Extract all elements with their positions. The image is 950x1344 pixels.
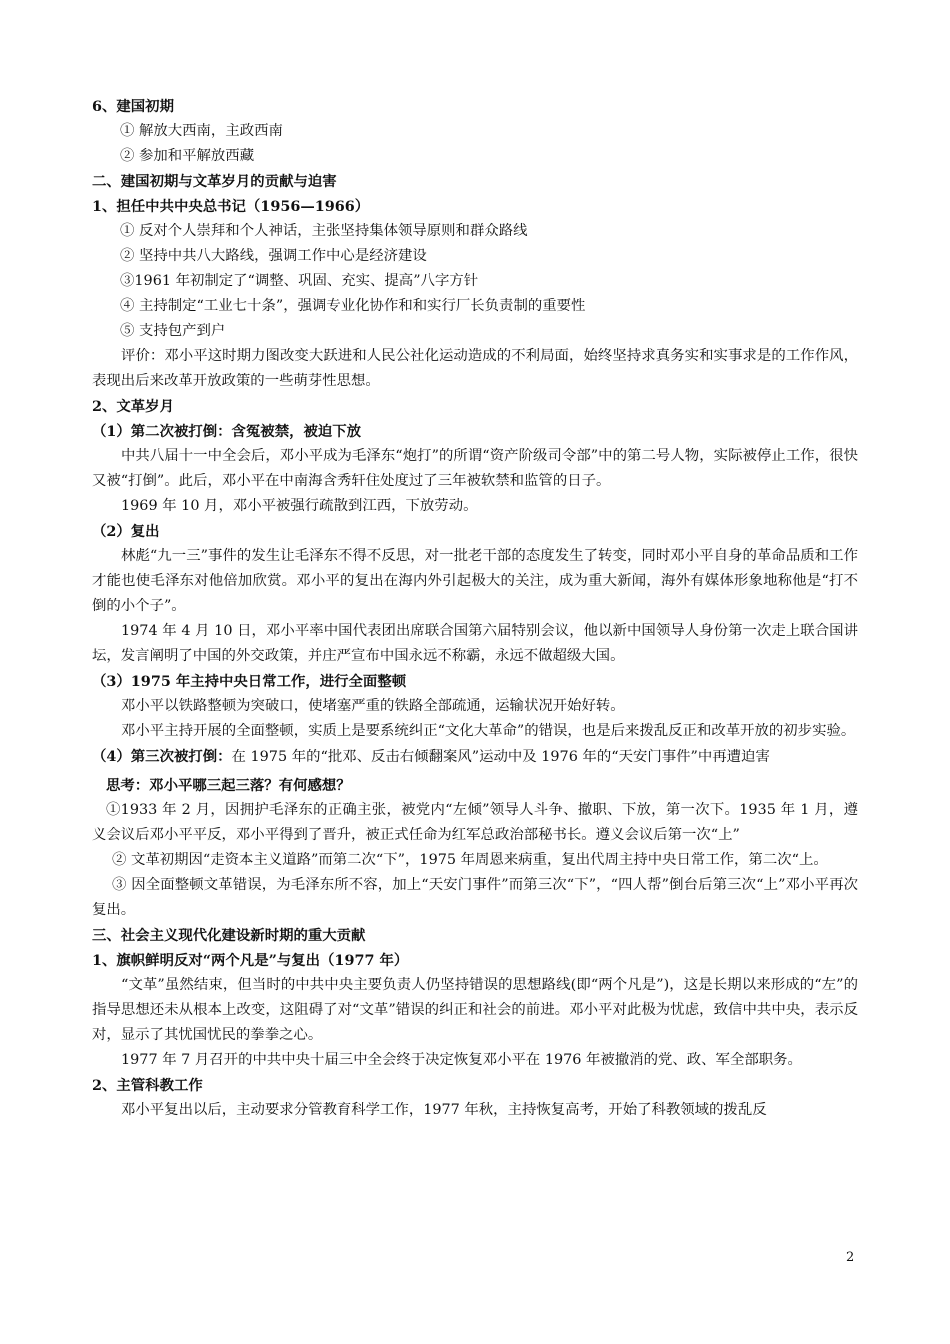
section-heading <box>92 194 858 219</box>
paragraph <box>92 719 858 744</box>
paragraph <box>92 873 858 923</box>
paragraph-text: 1、担任中共中央总书记（1956—1966） <box>92 198 370 215</box>
paragraph <box>92 744 858 770</box>
section-heading <box>92 519 858 544</box>
section-heading <box>92 669 858 694</box>
section-heading <box>92 773 858 798</box>
paragraph <box>92 694 858 719</box>
paragraph-text: 邓小平主持开展的全面整顿，实质上是要系统纠正“文化大革命”的错误，也是后来拨乱反正和改革开放的初步实验。 <box>121 723 856 739</box>
section-heading <box>92 169 858 194</box>
paragraph <box>92 244 858 269</box>
paragraph-text: 评价：邓小平这时期力图改变大跃进和人民公社化运动造成的不利局面，始终坚持求真务实和实事求是的工作作风，表现出后来改革开放政策的一些萌芽性思想。 <box>92 348 858 389</box>
paragraph <box>92 494 858 519</box>
paragraph <box>92 798 858 848</box>
paragraph-text: ① 反对个人崇拜和个人神话，主张坚持集体领导原则和群众路线 <box>120 223 528 239</box>
section-heading <box>92 923 858 948</box>
paragraph <box>92 1048 858 1073</box>
paragraph-text: ③1961 年初制定了“调整、巩固、充实、提高”八字方针 <box>120 273 479 289</box>
paragraph-text: （3）1975 年主持中央日常工作，进行全面整顿 <box>92 673 407 690</box>
paragraph <box>92 269 858 294</box>
paragraph-text: ② 参加和平解放西藏 <box>120 148 255 164</box>
document-body <box>92 94 858 1123</box>
section-heading <box>92 948 858 973</box>
paragraph-text: “文革”虽然结束，但当时的中共中央主要负责人仍坚持错误的思想路线(即“两个凡是”)，这是长期以来形成的“左”的指导思想还未从根本上改变，这阻碍了对“文革”错误的纠正和社会的前进。邓小平对此极为忧虑，致信中共中央，表示反对，显示了其忧国忧民的拳拳之心。 <box>92 977 858 1043</box>
paragraph-text: 中共八届十一中全会后，邓小平成为毛泽东“炮打”的所谓“资产阶级司令部”中的第二号人物，实际被停止工作，很快又被“打倒”。此后，邓小平在中南海含秀轩住处度过了三年被软禁和监管的日子。 <box>92 448 858 489</box>
paragraph <box>92 119 858 144</box>
paragraph-text: 1974 年 4 月 10 日，邓小平率中国代表团出席联合国第六届特别会议，他以新中国领导人身份第一次走上联合国讲坛，发言阐明了中国的外交政策，并庄严宣布中国永远不称霸，永远不做超级大国。 <box>92 623 858 664</box>
paragraph-text: 1969 年 10 月，邓小平被强行疏散到江西，下放劳动。 <box>121 498 478 514</box>
paragraph <box>92 294 858 319</box>
paragraph <box>92 219 858 244</box>
paragraph-text: 1977 年 7 月召开的中共中央十届三中全会终于决定恢复邓小平在 1976 年被撤消的党、政、军全部职务。 <box>121 1052 802 1068</box>
paragraph-text: 二、建国初期与文革岁月的贡献与迫害 <box>92 173 337 190</box>
paragraph <box>92 319 858 344</box>
paragraph <box>92 344 858 394</box>
paragraph-text: ④ 主持制定“工业七十条”，强调专业化协作和和实行厂长负责制的重要性 <box>120 298 586 314</box>
paragraph-text: 2、文革岁月 <box>92 398 174 415</box>
paragraph-text: ① 解放大西南，主政西南 <box>120 123 283 139</box>
section-heading <box>92 94 858 119</box>
paragraph-lead: （4）第三次被打倒： <box>92 748 232 765</box>
paragraph <box>92 1098 858 1123</box>
paragraph-text: 思考：邓小平哪三起三落？有何感想？ <box>106 777 351 794</box>
paragraph <box>92 544 858 619</box>
section-heading <box>92 394 858 419</box>
paragraph <box>92 848 858 873</box>
paragraph-text: （2）复出 <box>92 523 160 540</box>
paragraph <box>92 144 858 169</box>
paragraph-text: ①1933 年 2 月，因拥护毛泽东的正确主张，被党内“左倾”领导人斗争、撤职、下放，第一次下。1935 年 1 月，遵义会议后邓小平平反，邓小平得到了晋升，被正式任命为红军总政治部秘书长。遵义会议后第一次“上” <box>92 802 858 843</box>
section-heading <box>92 1073 858 1098</box>
paragraph <box>92 619 858 669</box>
paragraph-text: ⑤ 支持包产到户 <box>120 323 226 339</box>
paragraph-text: 邓小平以铁路整顿为突破口，使堵塞严重的铁路全部疏通，运输状况开始好转。 <box>121 698 625 714</box>
paragraph-text: ② 坚持中共八大路线，强调工作中心是经济建设 <box>120 248 427 264</box>
paragraph-text: ③ 因全面整顿文革错误，为毛泽东所不容，加上“天安门事件”而第三次“下”，“四人帮”倒台后第三次“上”邓小平再次复出。 <box>92 877 858 918</box>
paragraph <box>92 444 858 494</box>
paragraph-text: 2、主管科教工作 <box>92 1077 203 1094</box>
paragraph-text: 三、社会主义现代化建设新时期的重大贡献 <box>92 927 366 944</box>
page-number: 2 <box>846 1250 855 1265</box>
paragraph-text: 邓小平复出以后，主动要求分管教育科学工作，1977 年秋，主持恢复高考，开始了科教领域的拨乱反 <box>121 1102 767 1118</box>
paragraph <box>92 973 858 1048</box>
paragraph-text: 在 1975 年的“批邓、反击右倾翻案风”运动中及 1976 年的“天安门事件”中再遭迫害 <box>231 749 770 765</box>
paragraph-text: 1、旗帜鲜明反对“两个凡是”与复出（1977 年） <box>92 952 409 969</box>
section-heading <box>92 419 858 444</box>
paragraph-text: （1）第二次被打倒：含冤被禁，被迫下放 <box>92 423 362 440</box>
paragraph-text: ② 文革初期因“走资本主义道路”而第二次“下”，1975 年周恩来病重，复出代周主持中央日常工作，第二次“上。 <box>112 852 828 868</box>
paragraph-text: 林彪“九一三”事件的发生让毛泽东不得不反思，对一批老干部的态度发生了转变，同时邓小平自身的革命品质和工作才能也使毛泽东对他倍加欣赏。邓小平的复出在海内外引起极大的关注，成为重大新闻，海外有媒体形象地称他是“打不倒的小个子”。 <box>92 548 858 614</box>
paragraph-text: 6、建国初期 <box>92 98 174 115</box>
